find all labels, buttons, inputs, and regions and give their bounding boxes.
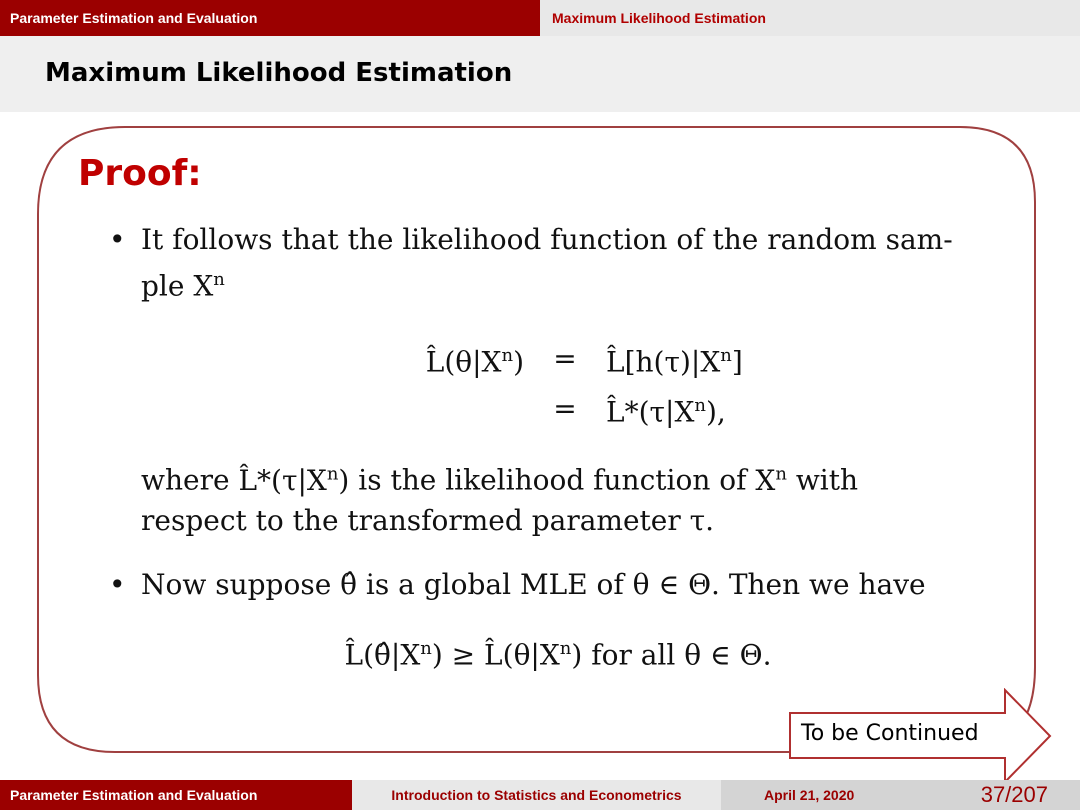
footer-date: April 21, 2020 — [764, 787, 855, 803]
eq-rhs-2: $L̂*(\tau|X^n)$, — [606, 395, 726, 429]
slide-title: Maximum Likelihood Estimation — [45, 58, 513, 88]
header-section: Parameter Estimation and Evaluation — [0, 0, 540, 36]
bullet1-line2: ple $X^n$ — [141, 269, 225, 303]
header-subsection: Maximum Likelihood Estimation — [540, 0, 1080, 36]
bullet2-text: Now suppose θ̂ is a global MLE of θ ∈ Θ. Then we have — [141, 567, 926, 601]
where-line-1: where $L̂*(\tau|X^n)$ is the likelihood function of $X^n$ with — [141, 463, 859, 497]
eq-sign-2: = — [553, 392, 577, 426]
header-bar — [0, 0, 1080, 36]
footer-course: Introduction to Statistics and Econometrics — [352, 780, 721, 810]
title-bar — [0, 36, 1080, 112]
page-number: 37/207 — [980, 782, 1048, 807]
footer-bar — [0, 780, 1080, 810]
bullet-icon: • — [109, 223, 126, 256]
footer-section: Parameter Estimation and Evaluation — [0, 780, 352, 810]
bullet-item-1 — [105, 220, 975, 541]
eq-lhs: $L̂(\theta|X^n)$ — [425, 345, 524, 379]
eq-sign-1: = — [553, 342, 577, 376]
proof-content — [105, 220, 975, 675]
bullet1-line1: It follows that the likelihood function of the random sam- — [141, 223, 953, 256]
likelihood-equations — [141, 334, 975, 434]
where-line-2: respect to the transformed parameter τ. — [141, 503, 715, 537]
proof-label: Proof: — [78, 153, 202, 194]
bullet-icon: • — [109, 567, 126, 601]
continue-button-label[interactable]: To be Continued — [801, 721, 979, 746]
bullet-item-2 — [105, 565, 975, 675]
eq-rhs-1: $L̂[h(\tau)|X^n]$ — [606, 345, 743, 379]
inequality: $L̂(\thetâ|X^n)$ ≥ $L̂(\theta|X^n)$ for all θ ∈ Θ. — [344, 637, 772, 671]
footer-info — [721, 780, 1080, 810]
